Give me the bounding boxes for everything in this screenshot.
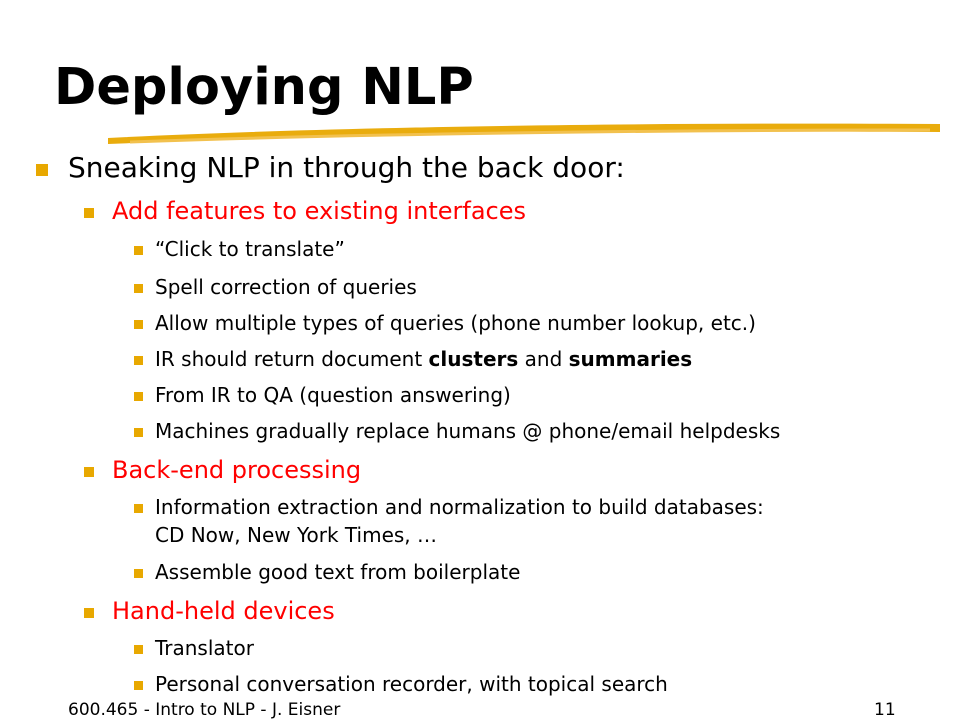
level1-item: Sneaking NLP in through the back door: [68, 151, 625, 184]
bullet-icon [84, 208, 94, 218]
list-item: Translator [155, 636, 254, 660]
bullet-icon [134, 428, 143, 437]
section-heading: Hand-held devices [112, 597, 335, 625]
list-item: From IR to QA (question answering) [155, 383, 511, 407]
list-item-ir [155, 347, 692, 371]
bullet-icon [134, 569, 143, 578]
ir-text-1: IR should return document [155, 347, 429, 371]
section-heading: Back-end processing [112, 456, 362, 484]
list-item: Information extraction and normalization to build databases: [155, 495, 764, 519]
footer-page-number: 11 [874, 700, 896, 720]
list-item: Spell correction of queries [155, 275, 417, 299]
list-item: Personal conversation recorder, with topical search [155, 672, 668, 696]
ir-summaries: summaries [568, 347, 693, 371]
bullet-icon [134, 645, 143, 654]
list-item-continuation: CD Now, New York Times, … [155, 523, 438, 547]
bullet-icon [134, 320, 143, 329]
ir-text-2: and [518, 347, 569, 371]
bullet-icon [134, 392, 143, 401]
bullet-icon [134, 284, 143, 293]
bullet-icon [134, 681, 143, 690]
footer-course: 600.465 - Intro to NLP - J. Eisner [68, 700, 341, 720]
bullet-icon [36, 164, 48, 176]
bullet-icon [134, 356, 143, 365]
bullet-icon [134, 246, 143, 255]
list-item: “Click to translate” [155, 237, 345, 261]
bullet-icon [134, 504, 143, 513]
bullet-icon [84, 608, 94, 618]
list-item: Machines gradually replace humans @ phone/email helpdesks [155, 419, 781, 443]
slide-title: Deploying NLP [54, 58, 474, 117]
ir-clusters: clusters [428, 347, 519, 371]
list-item: Assemble good text from boilerplate [155, 560, 521, 584]
bullet-icon [84, 467, 94, 477]
section-heading: Add features to existing interfaces [112, 197, 527, 225]
list-item: Allow multiple types of queries (phone number lookup, etc.) [155, 311, 756, 335]
